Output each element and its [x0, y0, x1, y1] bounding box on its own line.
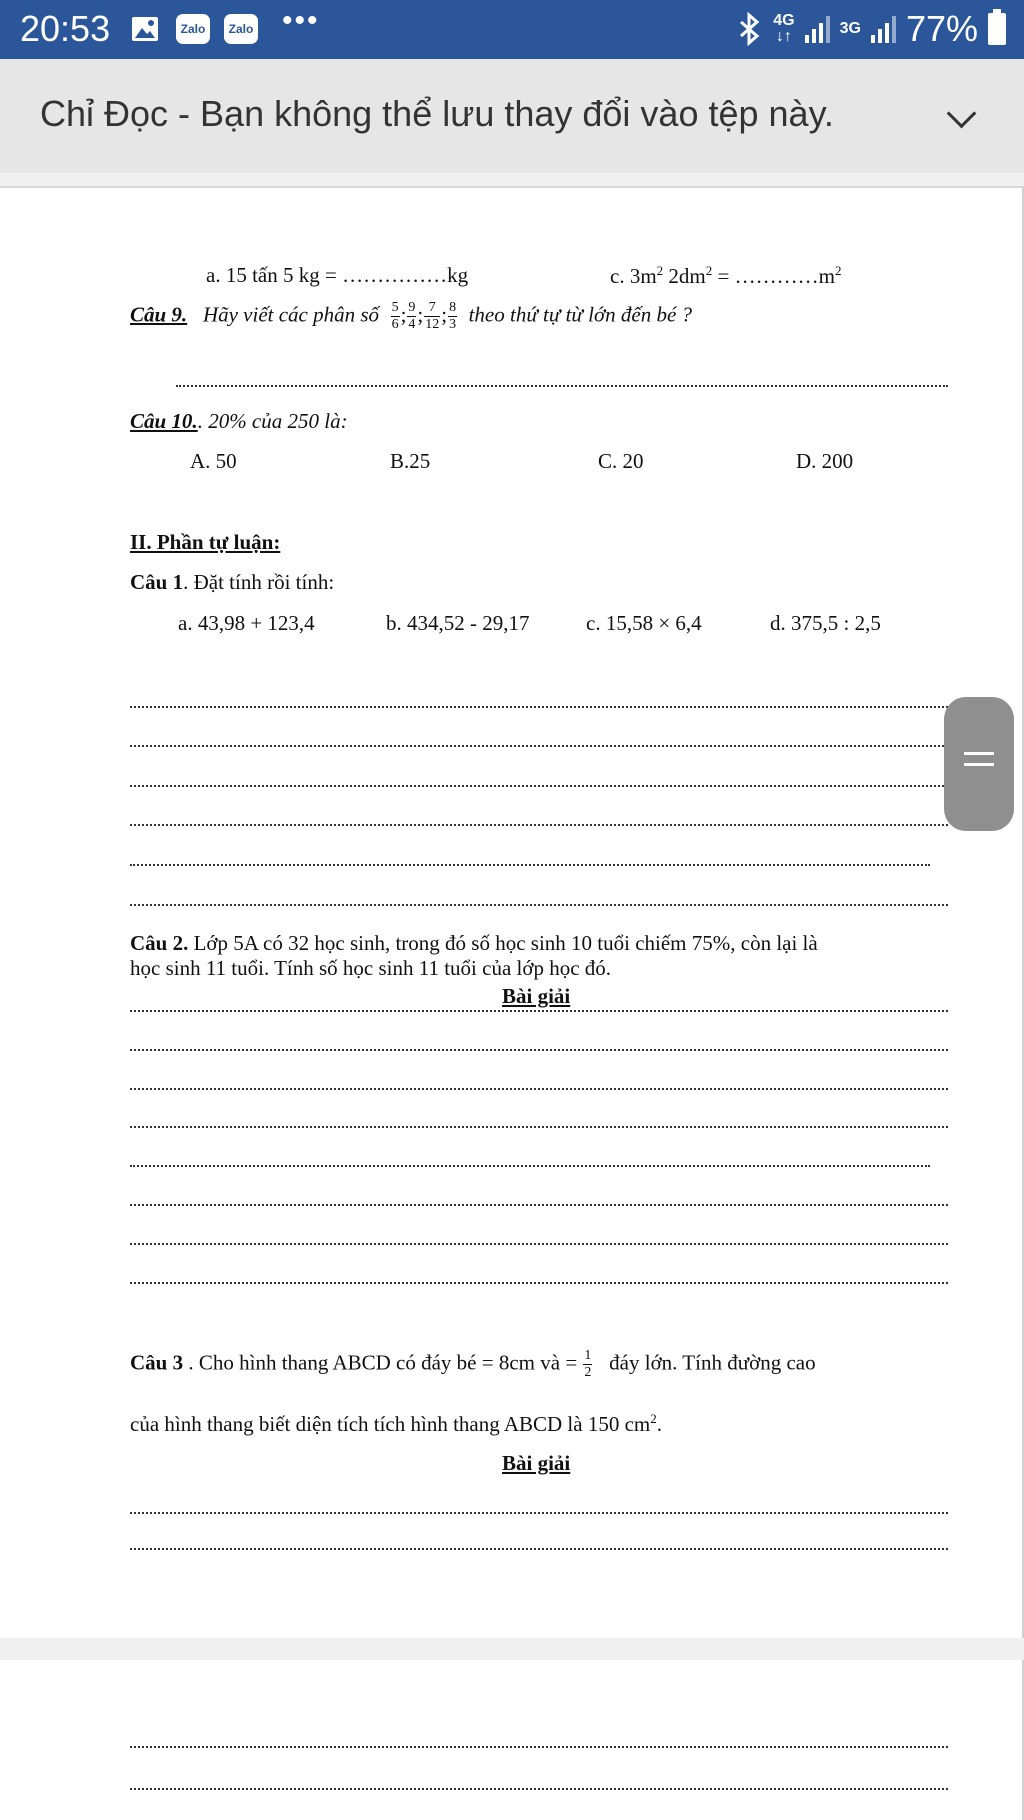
q10-option-d: D. 200	[796, 449, 854, 473]
c1-item-d: d. 375,5 : 2,5	[770, 611, 881, 635]
more-notifications-icon: •••	[282, 4, 320, 37]
fraction: $\frac{8}{3}$	[449, 300, 457, 332]
document-page[interactable]	[0, 188, 1024, 1638]
clock: 20:53	[20, 8, 111, 49]
c3-line-1: Câu 3 . Cho hình thang ABCD có đáy bé = 8cm và = $\frac{1}{2}$ đáy lớn. Tính đường cao	[130, 1348, 816, 1380]
c1-item-c: c. 15,58 × 6,4	[586, 611, 702, 635]
answer-line	[130, 1512, 948, 1514]
scroll-handle[interactable]	[944, 697, 1014, 831]
answer-line	[130, 785, 948, 787]
c3-line-2: của hình thang biết diện tích tích hình thang ABCD là 150 $cm^2$.	[130, 1411, 662, 1436]
answer-line	[130, 1746, 948, 1748]
network-4g-icon: 4G ↓↑	[773, 12, 795, 45]
network-3g-icon: 3G	[839, 20, 861, 37]
answer-line	[130, 824, 948, 826]
read-only-message: Chỉ Đọc - Bạn không thể lưu thay đổi vào tệp này.	[40, 93, 834, 134]
answer-line	[130, 1788, 948, 1790]
answer-line	[130, 1548, 948, 1550]
zalo-icon: Zalo	[224, 14, 258, 44]
gallery-icon	[130, 14, 160, 44]
chevron-down-icon[interactable]	[947, 99, 977, 129]
signal-bars-icon	[871, 15, 896, 43]
bluetooth-icon	[737, 12, 763, 46]
q10-option-a: A. 50	[190, 449, 237, 473]
fraction: $\frac{1}{2}$	[584, 1348, 592, 1380]
zalo-icon: Zalo	[176, 14, 210, 44]
answer-line	[130, 1010, 948, 1012]
fraction: $\frac{7}{12}$	[425, 300, 440, 332]
answer-line	[130, 904, 948, 906]
fraction: $\frac{9}{4}$	[408, 300, 416, 332]
answer-line	[130, 745, 948, 747]
c1-heading: Câu 1. Đặt tính rồi tính:	[130, 570, 335, 594]
signal-bars-icon	[805, 15, 830, 43]
fraction: $\frac{5}{6}$	[391, 300, 399, 332]
c2-line-1: Câu 2. Lớp 5A có 32 học sinh, trong đó số học sinh 10 tuổi chiếm 75%, còn lại là	[130, 931, 818, 955]
status-bar	[0, 0, 1024, 59]
battery-icon	[988, 13, 1006, 45]
q9-label: Câu 9.	[130, 302, 188, 327]
q10-line: Câu 10.. 20% của 250 là:	[130, 409, 348, 433]
q9-line: Câu 9. Hãy viết các phân số $\frac{5}{6}$ ; $\frac{9}{4}$ ; $\frac{7}{12}$ ; $\frac{8}{3}$ theo thứ tự từ lớn đến bé ?	[130, 300, 693, 332]
q8-part-a: a. 15 tấn 5 kg = ……………kg	[206, 263, 469, 287]
answer-line	[176, 385, 948, 387]
read-only-banner[interactable]	[0, 59, 1024, 173]
document-page-next[interactable]	[0, 1660, 1024, 1820]
q8-part-c: c. $3m^2$ $2dm^2$ = $\dots\dots\dots\dots m^2$	[610, 263, 842, 288]
c1-item-b: b. 434,52 - 29,17	[386, 611, 530, 635]
answer-line	[130, 1165, 930, 1167]
answer-line	[130, 1088, 948, 1090]
solution-heading: Bài giải	[502, 1451, 571, 1475]
status-indicators	[737, 8, 1006, 50]
answer-line	[130, 864, 930, 866]
battery-percent: 77%	[905, 8, 978, 49]
q10-option-c: C. 20	[598, 449, 644, 473]
answer-line	[130, 1282, 948, 1284]
c2-line-2: học sinh 11 tuổi. Tính số học sinh 11 tuổi của lớp học đó.	[130, 956, 612, 980]
section-heading: II. Phần tự luận:	[130, 530, 281, 554]
answer-line	[130, 1243, 948, 1245]
answer-line	[130, 1204, 948, 1206]
answer-line	[130, 1049, 948, 1051]
answer-line	[130, 1126, 948, 1128]
q10-option-b: B.25	[390, 449, 431, 473]
answer-line	[130, 706, 948, 708]
solution-heading: Bài giải	[502, 984, 571, 1008]
c1-item-a: a. 43,98 + 123,4	[178, 611, 315, 635]
